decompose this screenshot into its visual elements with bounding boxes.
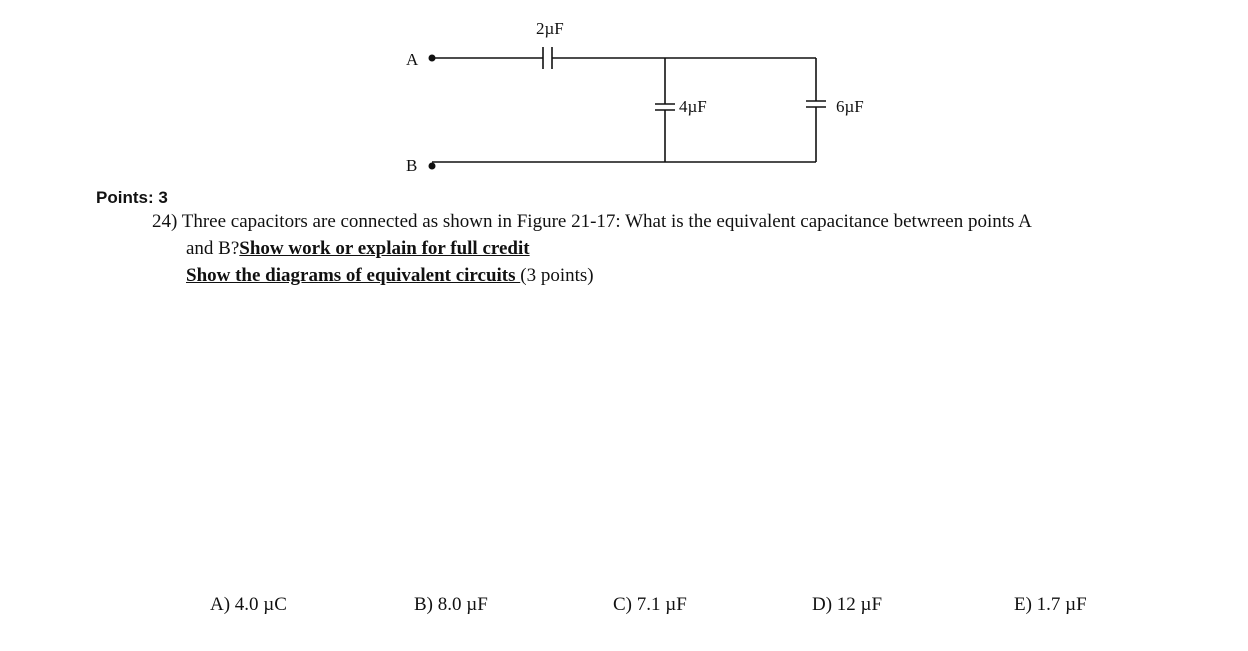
- terminal-b-label: B: [406, 156, 418, 175]
- terminal-b-dot: [429, 163, 436, 170]
- cap2-label: 4µF: [679, 97, 707, 116]
- points-note: (3 points): [520, 265, 594, 286]
- points-label: Points: 3: [96, 188, 168, 207]
- question-text: Three capacitors are connected as shown in Figure 21-17: What is the equivalent capacitance betwreen points A: [181, 211, 1032, 232]
- cap3-label: 6µF: [836, 97, 864, 116]
- choice-b[interactable]: B) 8.0 µF: [414, 594, 488, 615]
- question-block: [152, 208, 1212, 289]
- circuit-diagram: [0, 0, 1248, 200]
- question-text-cont: and B?: [186, 238, 240, 259]
- question-line-1: [152, 208, 1212, 235]
- question-line-2: [152, 235, 1212, 262]
- terminal-a-label: A: [406, 50, 419, 69]
- choice-a[interactable]: A) 4.0 µC: [210, 594, 287, 615]
- question-number: 24): [152, 211, 178, 232]
- instruction-work: Show work or explain for full credit: [239, 238, 530, 259]
- choice-c[interactable]: C) 7.1 µF: [613, 594, 687, 615]
- choice-d[interactable]: D) 12 µF: [812, 594, 883, 615]
- terminal-a-dot: [429, 55, 436, 62]
- cap1-label: 2µF: [536, 19, 564, 38]
- choice-e[interactable]: E) 1.7 µF: [1014, 594, 1087, 615]
- question-line-3: [152, 262, 1212, 289]
- instruction-diagrams: Show the diagrams of equivalent circuits: [186, 265, 521, 286]
